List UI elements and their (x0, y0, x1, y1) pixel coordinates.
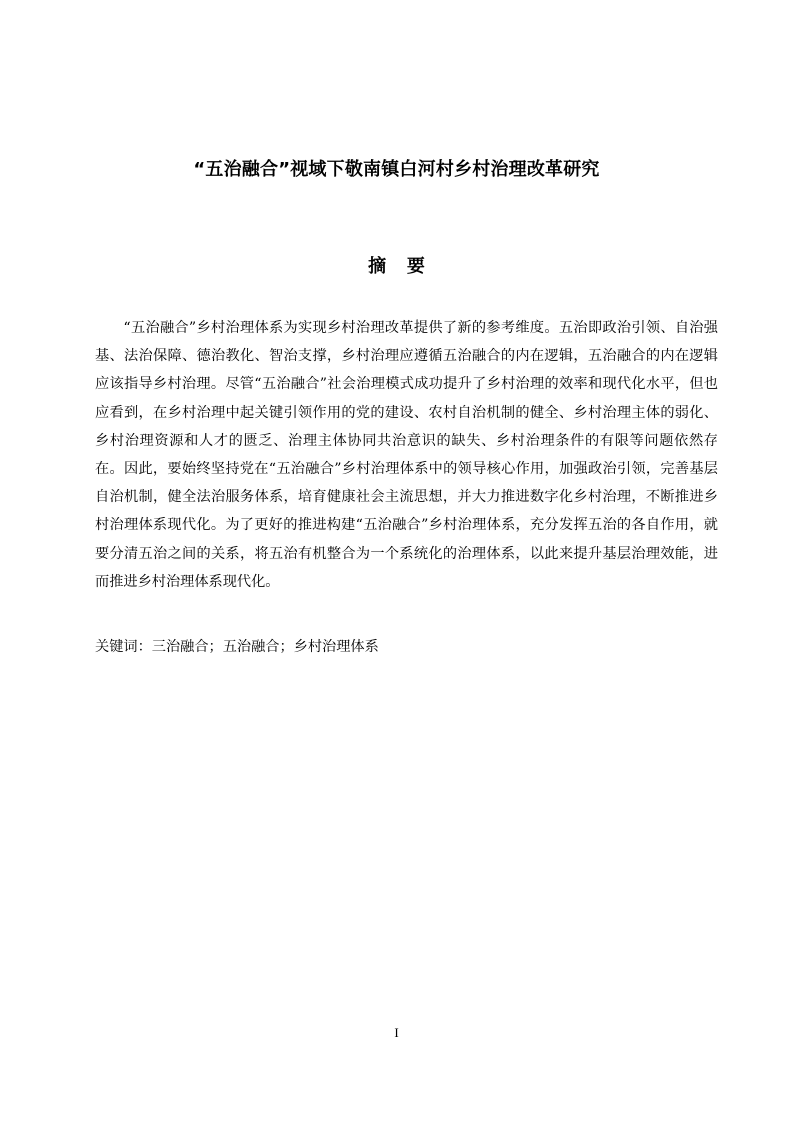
document-title: “五治融合”视域下敬南镇白河村乡村治理改革研究 (193, 159, 600, 180)
abstract-body: “五治融合”乡村治理体系为实现乡村治理改革提供了新的参考维度。五治即政治引领、自治强基、法治保障、德治教化、智治支撑，乡村治理应遵循五治融合的内在逻辑，五治融合的内在逻辑应该指导乡村治理。尽管“五治融合”社会治理模式成功提升了乡村治理的效率和现代化水平，但也应看到，在乡村治理中起关键引领作用的党的建设、农村自治机制的健全、乡村治理主体的弱化、乡村治理资源和人才的匮乏、治理主体协同共治意识的缺失、乡村治理条件的有限等问题依然存在。因此，要始终坚持党在“五治融合”乡村治理体系中的领导核心作用，加强政治引领，完善基层自治机制，健全法治服务体系，培育健康社会主流思想，并大力推进数字化乡村治理，不断推进乡村治理体系现代化。为了更好的推进构建“五治融合”乡村治理体系，充分发挥五治的各自作用，就要分清五治之间的关系，将五治有机整合为一个系统化的治理体系，以此来提升基层治理效能，进而推进乡村治理体系现代化。 (95, 320, 718, 590)
abstract-heading: 摘 要 (368, 256, 433, 277)
keywords-line: 关键词：三治融合；五治融合；乡村治理体系 (95, 639, 379, 655)
page-number: I (394, 1025, 399, 1040)
